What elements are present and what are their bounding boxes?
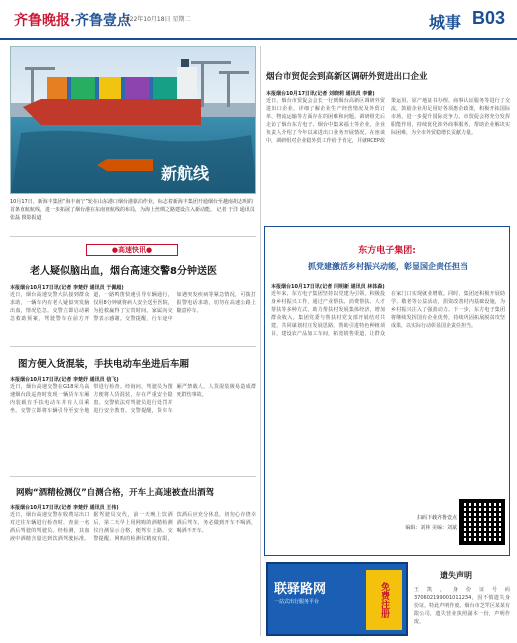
highspeed-a2-byline: 本报烟台10月17日讯(记者 李楚妤 通讯员 信飞) bbox=[10, 377, 119, 383]
qr-label: 扫码下载齐鲁壹点 bbox=[416, 515, 457, 521]
issue-date: 2022年10月18日 星期二 bbox=[122, 16, 191, 23]
highspeed-a1-headline: 老人疑似脑出血，烟台高速交警8分钟送医 bbox=[30, 266, 217, 277]
section-name: 城事 bbox=[428, 13, 461, 32]
featured-headline-1: 东方电子集团: bbox=[358, 246, 416, 256]
masthead bbox=[0, 0, 517, 40]
column-divider bbox=[260, 46, 261, 636]
highspeed-a1-body: 近日，烟台高速交警大队接到群众求助，一辆车内有老人疑似突发脑出血，情况危急。交警立即启动紧急救助预案，驾驶警车在前方开道，一路鸣笛快速引导车辆通行，仅用8分钟就将病人安全送至医院，为抢救赢得了宝贵时间。家属向交警表示感谢。交警提醒，行车途中如遇突发疾病等紧急情况，可拨打报警电话求助，切勿在高速公路上随意停车。 bbox=[10, 292, 256, 322]
ad-subtitle: 一站式出行服务平台 bbox=[274, 599, 320, 605]
article1-byline: 本报烟台10月17日讯(记者 刘晓莉 通讯员 李蕾) bbox=[266, 91, 375, 97]
highspeed-a3-body: 近日，烟台高速交警在收费站出口对过往车辆进行检查时，查获一名酒后驾驶的驾驶员。经检测，其血液中酒精含量达到饮酒驾驶标准。据驾驶员交代，前一天晚上饮酒后，第二天早上用网购的酒精检测仪自测显示合格，便驾车上路。交警提醒，网购的检测仪精度有限，饮酒后应充分休息，切勿心存侥幸酒后驾车，务必做到开车不喝酒，喝酒不开车。 bbox=[10, 512, 256, 542]
article1-body: 近日，烟台市贸促会会长一行到烟台高新区调研外贸进出口企业，详细了解企业生产经营情况及外贸订单、物流运输等方面存在的困难和问题。调研组先后走访了烟台东方电子、烟台中集来福士等企业，企业负责人介绍了今年以来进出口业务开展情况。在座谈中，调研组对企业稳外贸工作给予肯定，并就RCEP政策运用、原产地证书办理、商事认证服务等进行了交流，鼓励企业用足用好各项惠企政策，积极开拓国际市场，进一步提升国际竞争力。市贸促会将充分发挥职能作用，持续优化涉外商事服务，帮助企业解决实际困难，为全市外贸稳增长贡献力量。 bbox=[266, 98, 510, 144]
divider-2 bbox=[10, 346, 256, 347]
highspeed-tag: ●高速快讯● bbox=[86, 244, 178, 256]
article1-body-block bbox=[266, 90, 510, 218]
divider-1 bbox=[10, 236, 256, 237]
highspeed-a2-block bbox=[10, 376, 256, 468]
cargo-ship-photo bbox=[10, 46, 256, 194]
highspeed-a2-body: 近日，烟台高速交警在G18荣乌高速烟台段巡查时发现一辆货车车厢内装载有手扶电动车并有人员乘坐。交警立即将车辆引导至安全地带进行检查。经询问，驾驶员为图方便将人货混装，存在严重安全隐患。交警依法对驾驶员进行处罚并进行安全教育。交警提醒，货车车厢严禁载人，人货混装极易造成群死群伤事故。 bbox=[10, 384, 256, 414]
article1-headline: 烟台市贸促会到高新区调研外贸进出口企业 bbox=[266, 72, 428, 82]
highspeed-a1-byline: 本报烟台10月17日讯(记者 李楚妤 通讯员 于佩超) bbox=[10, 285, 124, 291]
featured-article-box bbox=[264, 226, 510, 556]
notice-body: 王凯，身份证号码370602199001011234，因不慎遗失身份证，特此声明作废。烟台市芝罘区某某有限公司，遗失营业执照副本一份，声明作废。 bbox=[414, 587, 510, 625]
featured-headline-2: 抓党建激活乡村振兴动能，彰显国企责任担当 bbox=[308, 262, 468, 271]
page-number: B03 bbox=[471, 8, 505, 28]
featured-byline: 本报烟台10月17日讯(记者 闫明新 通讯员 林体森) bbox=[271, 284, 385, 290]
ad-badge: 免费注册 bbox=[366, 570, 402, 630]
ad-title: 联驿路网 bbox=[274, 582, 327, 597]
notice-title: 遗失声明 bbox=[440, 571, 472, 580]
featured-body: 近年来，东方电子集团坚持以党建为引领，积极投身乡村振兴工作，通过产业帮扶、消费帮扶、人才帮扶等多种方式，助力帮扶村发展集体经济，增加群众收入。集团党委与帮扶村党支部开展结对共建，共同谋划村庄发展思路，帮助引进特色种植项目，建设农产品加工车间，拓宽销售渠道，让群众在家门口实现就业增收。同时，集团还积极开展助学、敬老等公益活动，捐资改善村内基础设施，为乡村振兴注入了强劲动力。下一步，东方电子集团将继续发挥国有企业优势，持续巩固拓展脱贫攻坚成果，以实际行动彰显国企责任担当。 bbox=[271, 291, 505, 337]
editor-credit: 编辑：刘林 美编：刘斌 bbox=[405, 525, 457, 531]
highspeed-a3-block bbox=[10, 504, 256, 636]
highspeed-a3-headline: 网购“酒精检测仪”自测合格，开车上高速被查出酒驾 bbox=[16, 488, 215, 498]
highspeed-a2-headline: 图方便入货混装，手扶电动车坐进后车厢 bbox=[18, 359, 190, 370]
featured-body-block bbox=[271, 283, 505, 489]
ship-illustration bbox=[11, 47, 256, 194]
brand-logo: 齐鲁晚报·齐鲁壹点 bbox=[14, 13, 131, 29]
divider-3 bbox=[10, 476, 256, 477]
photo-title: 新航线 bbox=[161, 164, 210, 183]
highspeed-a1-block bbox=[10, 284, 256, 336]
advertisement[interactable] bbox=[266, 562, 408, 636]
qr-code[interactable] bbox=[459, 499, 505, 545]
highspeed-a3-byline: 本报烟台10月17日讯(记者 李楚妤 通讯员 王伟) bbox=[10, 505, 119, 511]
photo-caption: 10月17日，新海丰集团“海丰南宁”轮在山东港口烟台港靠泊作业，标志着新海丰集团开通烟台至越南胡志明的首条直航航线，进一步拓展了烟台港在东南亚航线的布局，为海上丝绸之路建设注入新动能。 记者 于洋 通讯员 张磊 摄影报道 bbox=[10, 199, 255, 221]
